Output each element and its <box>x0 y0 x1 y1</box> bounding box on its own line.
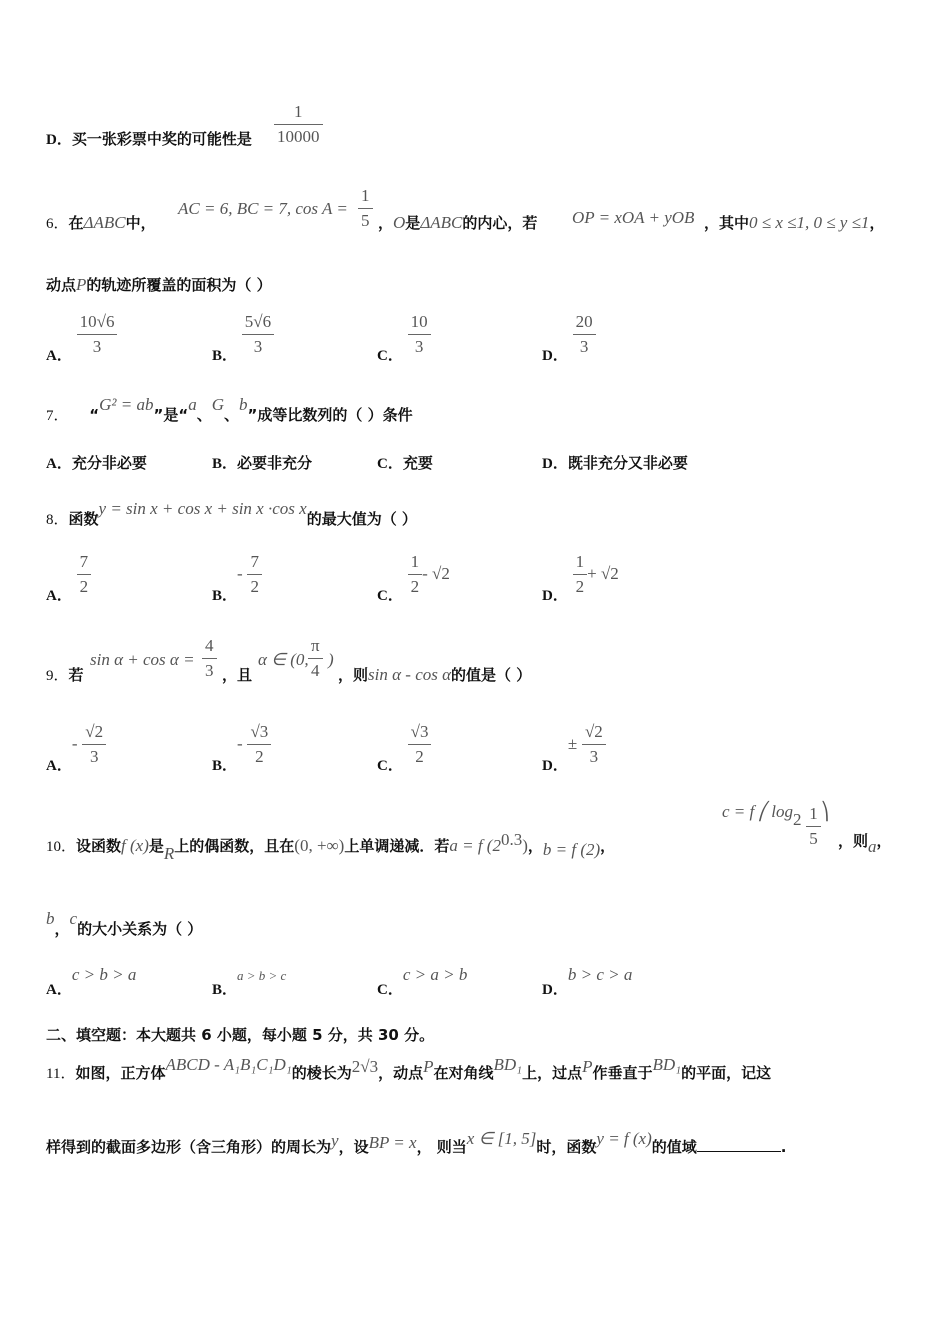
answer-blank[interactable] <box>697 1151 781 1152</box>
q8-option-c: C． $\frac{1}{2}$ - √2 <box>377 552 450 604</box>
q9-alpha-range: α ∈ (0, <box>258 650 309 669</box>
q6-text-mid: ，O是ΔABC的内心，若 <box>378 213 538 232</box>
triangle-abc: ΔABC <box>83 213 126 232</box>
q6-option-b: B． $\frac{5√6}{3}$ <box>212 312 274 357</box>
q6-vector-expr: OP = xOA + yOB <box>572 208 695 227</box>
q8-option-d: D． $\frac{1}{2}$ + √2 <box>542 552 619 604</box>
q10-stem-tail: ，则a， <box>838 832 892 856</box>
q11-stem-2: 样得到的截面多边形（含三角形）的周长为y，设BP = x， 则当x ∈ [1, 5]时，函数y = f (x)的值域 . <box>46 1129 787 1156</box>
q8-option-b: B．- $\frac{7}{2}$ <box>212 552 262 597</box>
q9-option-a: A．- $\frac{√2}{3}$ <box>46 722 106 767</box>
q6-option-a: A． $\frac{10√6}{3}$ <box>46 312 117 357</box>
q7-option-c: C．充要 <box>377 454 433 472</box>
q7-stem: 7． “G² = ab”是“a、G、b”成等比数列的（ ）条件 <box>46 395 413 424</box>
q8-stem: 8．函数y = sin x + cos x + sin x ·cos x的最大值为（ ） <box>46 499 417 528</box>
q10-option-c: C．c > a > b <box>377 965 468 998</box>
q6-condition: AC = 6, BC = 7, cos A = <box>178 199 348 218</box>
q10-stem-2: b，c的大小关系为（ ） <box>46 909 203 938</box>
q6-line2: 动点P的轨迹所覆盖的面积为（ ） <box>46 275 272 294</box>
q10-option-a: A．c > b > a <box>46 965 137 998</box>
q8-option-a: A． $\frac{7}{2}$ <box>46 552 91 597</box>
q9-tail: ，则sin α - cos α的值是（ ） <box>338 665 532 684</box>
q9-option-b: B．- $\frac{√3}{2}$ <box>212 722 271 767</box>
q6-text-tail: ，其中0 ≤ x ≤1, 0 ≤ y ≤1， <box>704 213 885 232</box>
q9-option-c: C． $\frac{√3}{2}$ <box>377 722 431 767</box>
q10-c-expr: c = f ⎛ $\log_2$ $\frac{1}{5}$ ⎞ <box>722 802 830 848</box>
q6-option-c: C． $\frac{10}{3}$ <box>377 312 431 357</box>
q9-close: ) <box>328 650 334 669</box>
q10-option-b: B．a > b > c <box>212 968 287 998</box>
q7-option-a: A．充分非必要 <box>46 454 147 472</box>
prev-option-d: D．买一张彩票中奖的可能性是 <box>46 130 252 148</box>
q6-number: 6．在ΔABC中， <box>46 213 156 232</box>
q6-cos-fraction: $\frac{1}{5}$ <box>358 186 373 231</box>
q10-option-d: D．b > c > a <box>542 965 633 998</box>
q9-and: ，且 <box>222 666 253 684</box>
q9-number: 9．若 <box>46 666 84 684</box>
prev-option-d-fraction: $\frac{1}{10000}$ <box>274 102 323 147</box>
q11-stem-1: 11．如图，正方体ABCD - A₁B₁C₁D₁的棱长为2√3，动点P在对角线BD₁上，过点P作垂直于BD₁的平面，记这 <box>46 1055 772 1082</box>
q9-expr: sin α + cos α = <box>90 650 195 669</box>
q6-option-d: D． $\frac{20}{3}$ <box>542 312 596 357</box>
section-heading-fill-in: 二、填空题：本大题共 6 小题，每小题 5 分，共 30 分。 <box>46 1026 435 1044</box>
q9-fraction: $\frac{4}{3}$ <box>202 636 217 681</box>
q7-option-d: D．既非充分又非必要 <box>542 454 688 472</box>
q9-pi-fraction: $\frac{\pi}{4}$ <box>308 636 323 681</box>
q7-option-b: B．必要非充分 <box>212 454 313 472</box>
q10-stem-1: 10．设函数f (x)是R上的偶函数，且在(0, +∞)上单调递减．若a = f $(2^{0.3})$，b = f (2)， <box>46 830 616 863</box>
q9-option-d: D．± $\frac{√2}{3}$ <box>542 722 606 767</box>
